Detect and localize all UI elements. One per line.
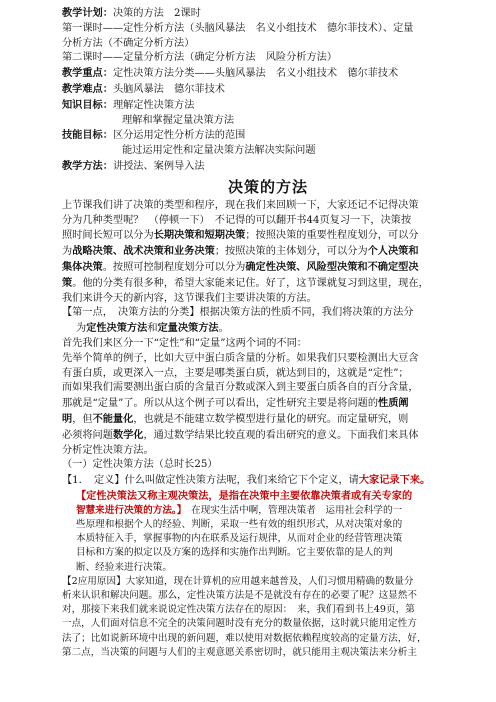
page-title: 决策的方法 (227, 177, 308, 196)
body-line: 我们来讲今天的新内容，这节课我们主要讲决策的方法。 (62, 292, 317, 304)
body-line: 断、经验来进行决策。 (76, 561, 172, 573)
body-line: 为战略决策、战术决策和业务决策；按照决策的主体划分，可以分为个人决策和 (62, 245, 419, 258)
body-line: 智慧来进行决策的方法。】 在现实生活中啊，管理决策者 运用社会科学的一 (76, 504, 403, 516)
body-line: 分为几种类型呢？ （停顿一下） 不记得的可以翻开书44页复习一下，决策按 (62, 214, 412, 226)
body-line: 分析定性决策方法。 (62, 444, 154, 456)
body-line: 先举个简单的例子，比如大豆中蛋白质含量的分析。如果我们只要检测出大豆含 (62, 352, 419, 364)
body-line: 法了；比如说新环境中出现的新问题，难以使用对数据依赖程度较高的定量方法，好， (62, 632, 427, 644)
body-line: 而如果我们需要测出蛋白质的含量百分数或深入到主要蛋白质各自的百分含量， (62, 382, 419, 394)
body-line: 照时间长短可以分为长期决策和短期决策；按照决策的重要性程度划分，可以分 (62, 229, 419, 242)
body-line: 集体决策。按照可控制程度划分可以分为确定性决策、风险型决策和不确定型决 (62, 260, 419, 273)
body-line: 【2应用原因】大家知道，现在计算机的应用越来越普及，人们习惯用精确的数量分 (62, 575, 414, 587)
skill-goal-line (62, 128, 474, 144)
body-line: 目标和方案的拟定以及方案的选择和实施作出判断。它主要依靠的是人的判 (76, 547, 393, 559)
body-line: 本质特征入手，掌握事物的内在联系及运行规律，从而对企业的经营管理决策 (76, 533, 403, 545)
key-point-label: 教学重点： (62, 67, 113, 80)
body-line: 析来认识和解决问题。那么，定性决策方法是不是就没有存在的必要了呢？这显然不 (62, 589, 417, 601)
body-line: 第二点，当决策的问题与人们的主观意愿关系密切时，就只能用主观决策法来分析主 (62, 646, 417, 658)
skill-goal-value: 区分运用定性分析方法的范围 (112, 130, 246, 142)
body-line: 明，但不能量化，也就是不能建立数学模型进行量化的研究。而定量研究，则 (62, 412, 409, 425)
knowledge-goal-value: 理解定性决策方法 (112, 99, 195, 111)
body-line: 为定性决策方法和定量决策方法。 (76, 322, 229, 335)
body-line: 一点，人们面对信息不完全的决策问题时没有充分的数量依据，这时就只能用定性方 (62, 618, 417, 630)
body-line: 些原理和根据个人的经验、判断，采取一些有效的组织形式，从对决策对象的 (76, 518, 403, 530)
subsection-heading: （一）定性决策方法（总时长25） (62, 459, 218, 471)
teaching-method-value: 讲授法、案例导入法 (112, 160, 205, 172)
key-point-value: 定性决策方法分类——头脑风暴法 名义小组技术 德尔菲技术 (112, 68, 399, 80)
body-line: 必须将问题数学化，通过数学结果比较直观的看出研究的意义。下面我们来具体 (62, 428, 419, 441)
knowledge-goal-line-2: 理解和掌握定量决策方法 (122, 114, 235, 126)
definition-line: 【定性决策法又称主观决策法，是指在决策中主要依靠决策者或有关专家的 (76, 489, 413, 502)
body-line: 对，那接下来我们就来说说定性决策方法存在的原因： 来，我们看到书上49页，第 (62, 604, 415, 616)
body-line: 那就是“定量”了。所以从这个例子可以看出，定性研究主要是将问题的性质阐 (62, 397, 409, 410)
body-line: 策。他的分类有很多种，希望大家能来记住。好了，这节课就复习到这里，现在， (62, 276, 429, 289)
teaching-method-line (62, 159, 474, 175)
plan-line (62, 6, 474, 22)
lesson2-line: 第二课时——定量分析方法（确定分析方法 风险分析方法） (62, 52, 338, 64)
lesson1b-line: 分析方法（不确定分析方法） (62, 37, 195, 49)
section-heading: 【第一点， 决策方法的分类】根据决策方法的性质不同，我们将决策的方法分 (62, 307, 414, 319)
teaching-method-label: 教学方法： (62, 159, 113, 172)
difficulty-line (62, 82, 474, 98)
difficulty-label: 教学难点： (62, 82, 113, 95)
body-line: 【1． 定义】什么叫做定性决策方法呢，我们来给它下个定义，请大家记录下来。 (62, 474, 431, 487)
body-line: 首先我们来区分一下“定性”和“定量”这两个词的不同： (62, 337, 307, 349)
key-point-line (62, 66, 474, 82)
skill-goal-line-2: 能过运用定性和定量决策方法解决实际问题 (122, 145, 316, 157)
knowledge-goal-label: 知识目标： (62, 98, 113, 111)
skill-goal-label: 技能目标： (62, 129, 113, 142)
lesson1-line: 第一课时——定性分析方法（头脑风暴法 名义小组技术 德尔菲技术）、定量 (62, 22, 414, 34)
plan-value: 决策的方法 2课时 (112, 8, 201, 19)
plan-label: 教学计划： (62, 7, 113, 19)
difficulty-value: 头脑风暴法 德尔菲技术 (112, 83, 225, 95)
body-line: 有蛋白质，或更深入一点，主要是哪类蛋白质，就达到目的，这就是“定性”； (62, 367, 409, 379)
body-line: 上节课我们讲了决策的类型和程序，现在我们来回顾一下，大家还记不记得决策 (62, 199, 419, 211)
knowledge-goal-line (62, 98, 474, 114)
